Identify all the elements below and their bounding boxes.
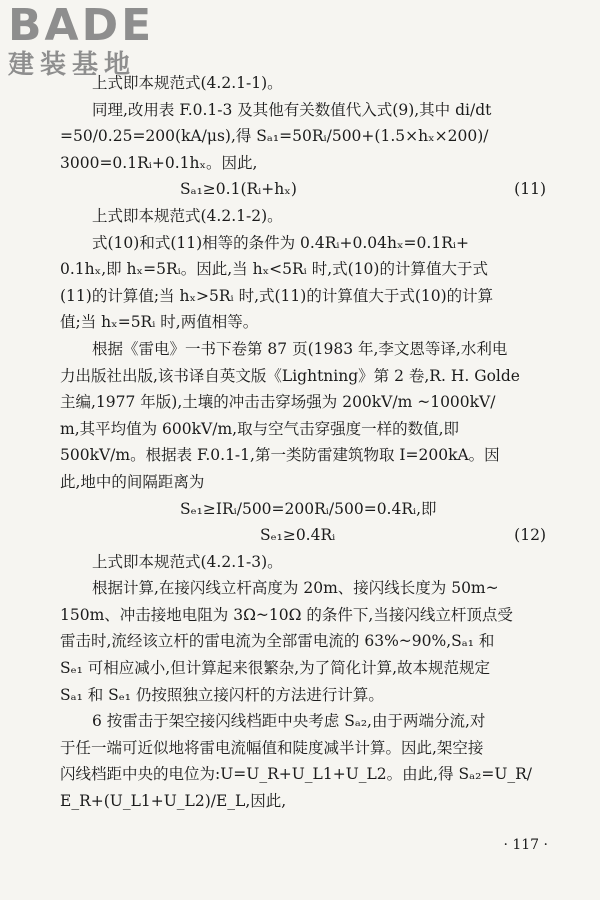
- text-line: [60, 336, 546, 363]
- text-line: [60, 309, 546, 336]
- text-line: [60, 575, 546, 602]
- text-line: [60, 761, 546, 788]
- line-text: 上式即本规范式(4.2.1-2)。: [92, 206, 283, 225]
- text-line: [60, 708, 546, 735]
- line-text: 0.1hₓ,即 hₓ=5Rᵢ。因此,当 hₓ<5Rᵢ 时,式(10)的计算值大于式: [60, 260, 488, 279]
- text-line: [60, 150, 546, 177]
- line-text: E_R+(U_L1+U_L2)/E_L,因此,: [60, 792, 287, 811]
- text-line: [60, 655, 546, 682]
- line-text: m,其平均值为 600kV/m,取与空气击穿强度一样的数值,即: [60, 419, 459, 438]
- logo-subtitle: 建装基地: [8, 50, 137, 80]
- line-text: Sₑ₁≥0.4Rᵢ: [260, 526, 336, 545]
- text-line: [60, 788, 546, 815]
- line-text: 此,地中的间隔距离为: [60, 472, 205, 491]
- logo-brand: BADE: [8, 0, 155, 51]
- line-text: (11)的计算值;当 hₓ>5Rᵢ 时,式(11)的计算值大于式(10)的计算: [60, 286, 494, 305]
- text-line: [60, 735, 546, 762]
- page-number: · 117 ·: [503, 837, 548, 853]
- text-line: [60, 203, 546, 230]
- line-text: 式(10)和式(11)相等的条件为 0.4Rᵢ+0.04hₓ=0.1Rᵢ+: [92, 233, 469, 252]
- equation-number: (11): [514, 180, 546, 199]
- equation-number: (12): [514, 526, 546, 545]
- line-text: 主编,1977 年版),土壤的冲击击穿场强为 200kV/m ~1000kV/: [60, 393, 496, 412]
- text-line: [60, 496, 546, 523]
- text-line: [60, 256, 546, 283]
- text-line: [60, 123, 546, 150]
- text-line: [60, 389, 546, 416]
- line-text: 闪线档距中央的电位为:U=U_R+U_L1+U_L2。由此,得 Sₐ₂=U_R/: [60, 765, 533, 784]
- line-text: 上式即本规范式(4.2.1-1)。: [92, 74, 283, 92]
- watermark-logo: [8, 0, 178, 80]
- text-line: [60, 442, 546, 469]
- line-text: Sₑ₁≥IRᵢ/500=200Rᵢ/500=0.4Rᵢ,即: [180, 499, 437, 518]
- text-line: [60, 230, 546, 257]
- text-line: [60, 682, 546, 709]
- line-text: Sₐ₁ 和 Sₑ₁ 仍按照独立接闪杆的方法进行计算。: [60, 685, 384, 704]
- text-line: [60, 416, 546, 443]
- line-text: 上式即本规范式(4.2.1-3)。: [92, 552, 283, 571]
- line-text: 根据《雷电》一书下卷第 87 页(1983 年,李文恩等译,水利电: [92, 339, 508, 358]
- line-text: 于任一端可近似地将雷电流幅值和陡度减半计算。因此,架空接: [60, 738, 484, 757]
- line-text: 根据计算,在接闪线立杆高度为 20m、接闪线长度为 50m~: [92, 579, 499, 598]
- line-text: 力出版社出版,该书译自英文版《Lightning》第 2 卷,R. H. Golde: [60, 366, 520, 385]
- line-text: Sₑ₁ 可相应减小,但计算起来很繁杂,为了简化计算,故本规范规定: [60, 659, 491, 678]
- text-line: [60, 628, 546, 655]
- line-text: 150m、冲击接地电阻为 3Ω~10Ω 的条件下,当接闪线立杆顶点受: [60, 605, 513, 624]
- text-line: [60, 522, 546, 549]
- text-line: [60, 97, 546, 124]
- text-line: [60, 469, 546, 496]
- line-text: 雷击时,流经该立杆的雷电流为全部雷电流的 63%~90%,Sₐ₁ 和: [60, 632, 495, 651]
- text-line: [60, 283, 546, 310]
- page-body: [60, 70, 546, 815]
- line-text: 6 按雷击于架空接闪线档距中央考虑 Sₐ₂,由于两端分流,对: [92, 712, 486, 731]
- line-text: Sₐ₁≥0.1(Rᵢ+hₓ): [180, 180, 297, 199]
- line-text: 3000=0.1Rᵢ+0.1hₓ。因此,: [60, 153, 258, 172]
- line-text: =50/0.25=200(kA/μs),得 Sₐ₁=50Rᵢ/500+(1.5×hₓ×200)/: [60, 127, 489, 146]
- text-line: [60, 176, 546, 203]
- line-text: 同理,改用表 F.0.1-3 及其他有关数值代入式(9),其中 di/dt: [92, 100, 492, 119]
- text-line: [60, 70, 546, 97]
- text-line: [60, 549, 546, 576]
- text-line: [60, 363, 546, 390]
- line-text: 500kV/m。根据表 F.0.1-1,第一类防雷建筑物取 I=200kA。因: [60, 446, 500, 465]
- text-line: [60, 602, 546, 629]
- line-text: 值;当 hₓ=5Rᵢ 时,两值相等。: [60, 313, 259, 332]
